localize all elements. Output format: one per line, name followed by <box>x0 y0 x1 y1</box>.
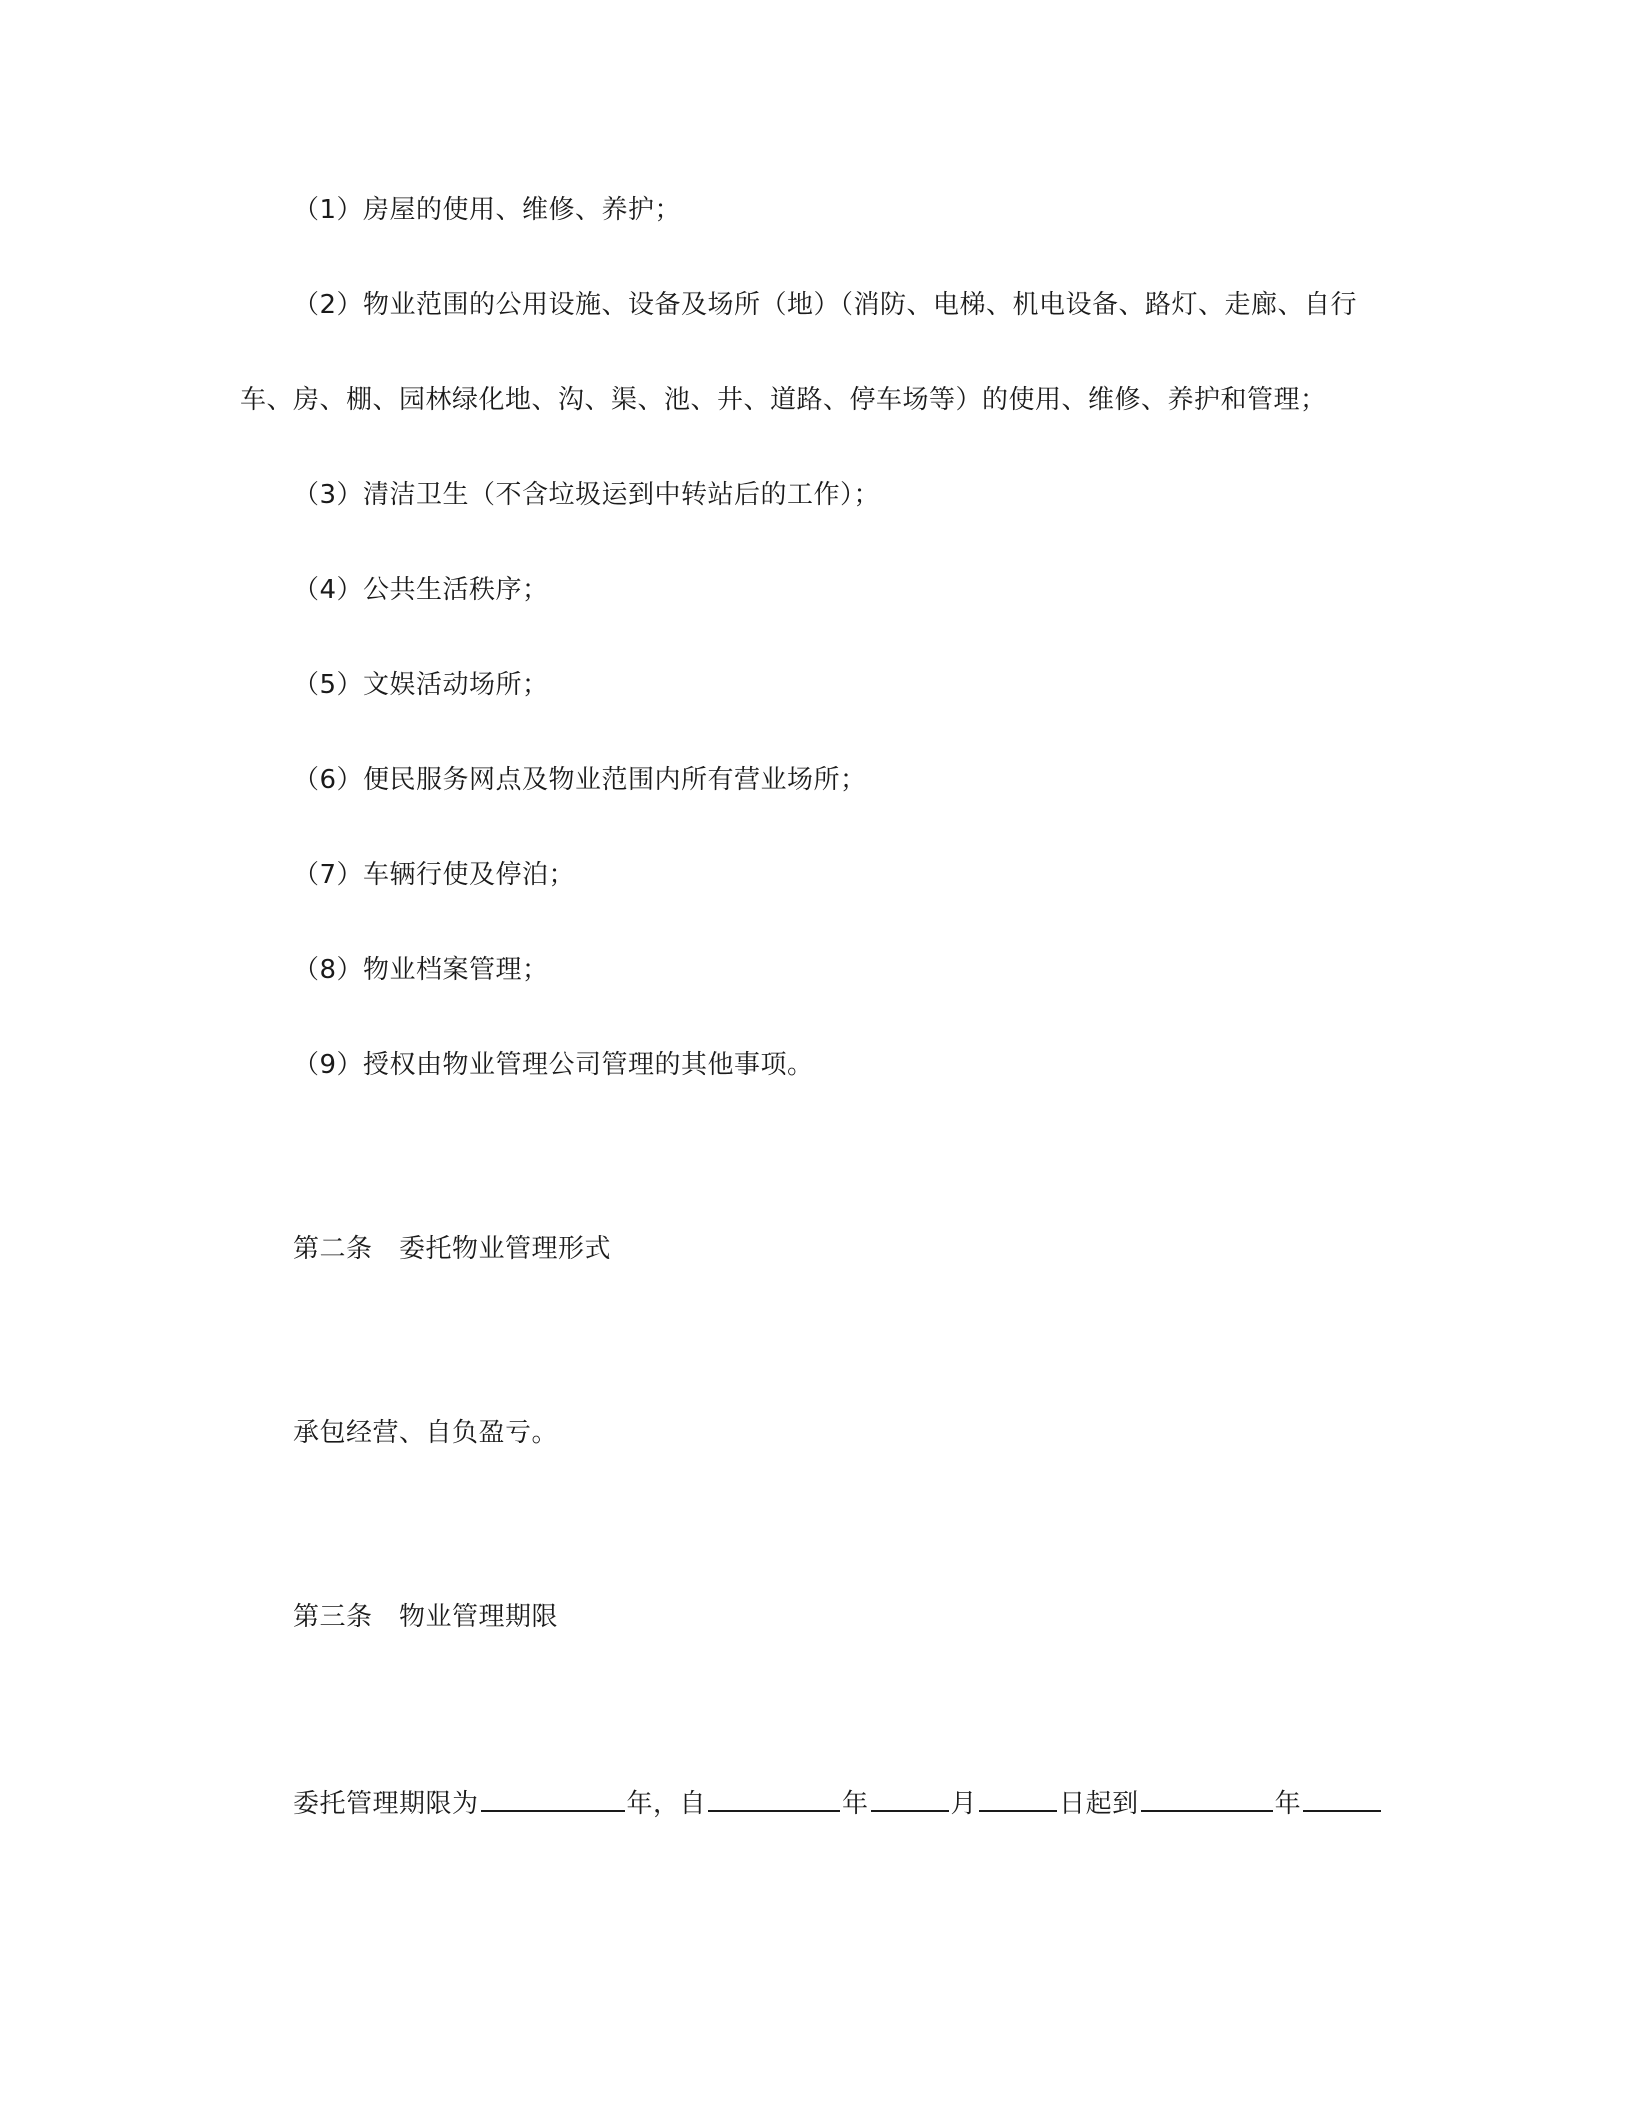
article-3-heading: 第三条 物业管理期限 <box>293 1602 559 1632</box>
list-item: （7）车辆行使及停泊； <box>293 860 576 890</box>
list-item-continuation: 车、房、棚、园林绿化地、沟、渠、池、井、道路、停车场等）的使用、维修、养护和管理； <box>240 385 1327 415</box>
list-item: （9）授权由物业管理公司管理的其他事项。 <box>293 1050 814 1080</box>
list-item: （5）文娱活动场所； <box>293 670 549 700</box>
article-2-heading: 第二条 委托物业管理形式 <box>293 1234 612 1264</box>
list-item: （2）物业范围的公用设施、设备及场所（地）（消防、电梯、机电设备、路灯、走廊、自行 <box>293 290 1358 320</box>
list-item: （6）便民服务网点及物业范围内所有营业场所； <box>293 765 867 795</box>
day-to-label: 日起到 <box>1059 1789 1139 1819</box>
list-item: （4）公共生活秩序； <box>293 575 549 605</box>
list-item: （1）房屋的使用、维修、养护； <box>293 195 682 225</box>
start-month-blank[interactable] <box>871 1784 949 1812</box>
term-prefix: 委托管理期限为 <box>293 1789 479 1819</box>
year-label: 年，自 <box>626 1789 707 1819</box>
start-year-blank[interactable] <box>708 1784 840 1812</box>
list-item: （8）物业档案管理； <box>293 955 549 985</box>
article-2-body: 承包经营、自负盈亏。 <box>293 1418 559 1448</box>
year-label: 年 <box>842 1789 869 1819</box>
month-label: 月 <box>950 1789 978 1819</box>
end-month-blank[interactable] <box>1303 1784 1381 1812</box>
term-years-blank[interactable] <box>481 1784 625 1812</box>
list-item: （3）清洁卫生（不含垃圾运到中转站后的工作）； <box>293 480 881 510</box>
year-label: 年 <box>1274 1789 1302 1819</box>
end-year-blank[interactable] <box>1141 1784 1273 1812</box>
article-3-term-line <box>293 1784 1383 1821</box>
start-day-blank[interactable] <box>979 1784 1057 1812</box>
